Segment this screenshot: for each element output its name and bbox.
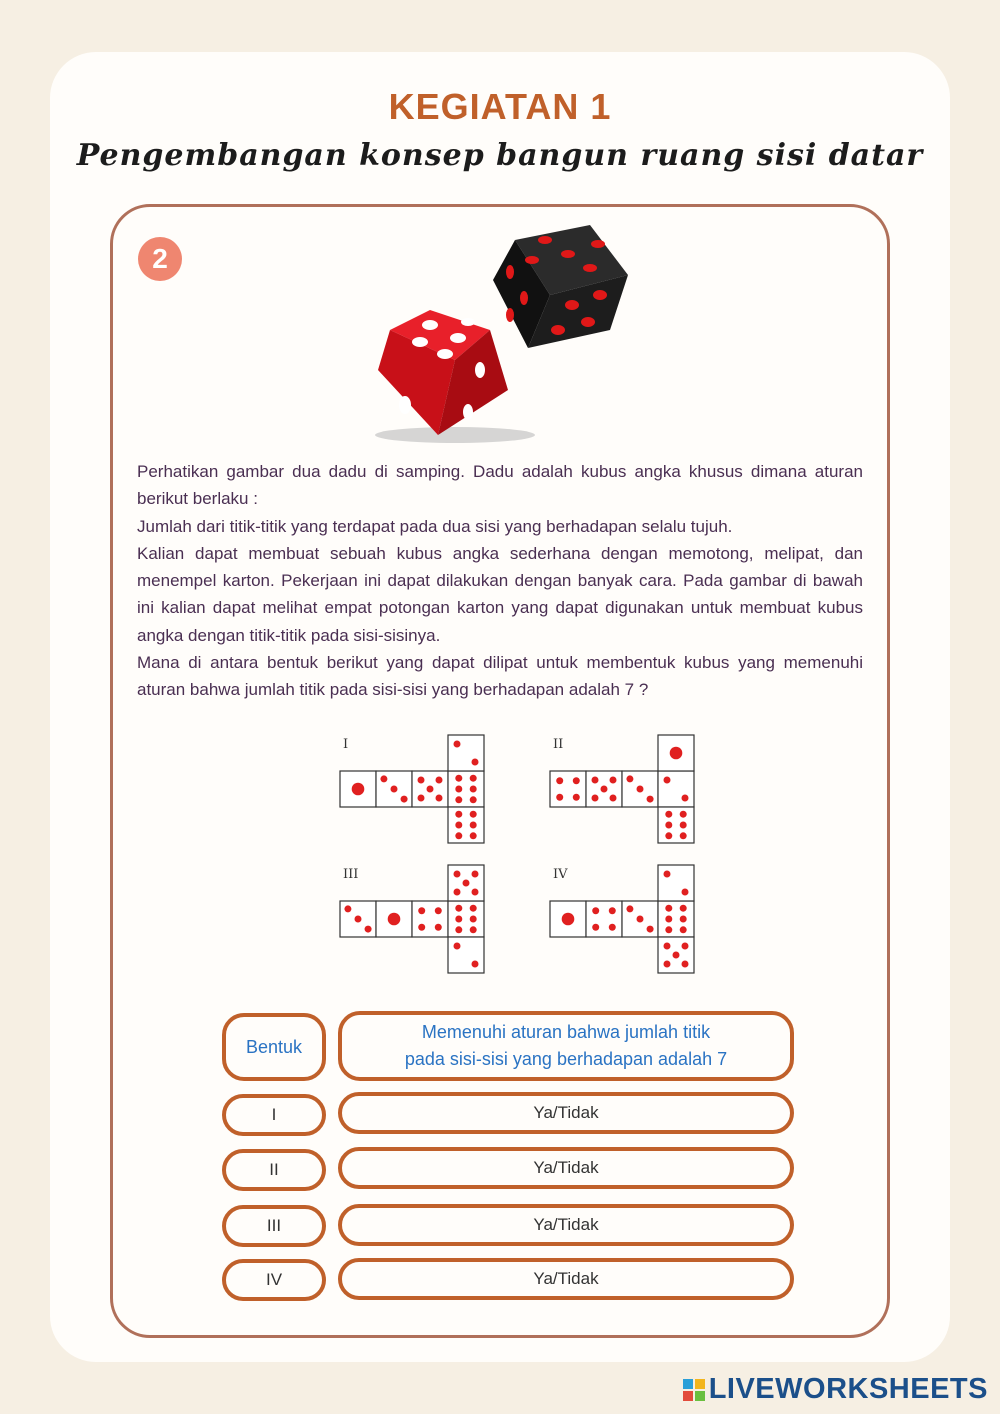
pip <box>556 794 563 801</box>
pip <box>592 795 599 802</box>
pip <box>455 811 462 818</box>
pip <box>610 777 617 784</box>
die-face-6 <box>448 901 484 937</box>
pip <box>637 916 644 923</box>
die-face-2 <box>448 735 484 771</box>
die-face-3 <box>376 771 412 807</box>
pip <box>388 913 401 926</box>
pip <box>454 889 461 896</box>
pip <box>427 786 434 793</box>
net-label: III <box>343 867 359 882</box>
table-row-shape <box>222 1094 326 1136</box>
pip <box>592 777 599 784</box>
pip <box>470 916 477 923</box>
instructions-paragraph: Mana di antara bentuk berikut yang dapat dilipat untuk membentuk kubus yang memenuhi aturan bahwa jumlah titik pada sisi-sisi yang berhadapan adalah 7 ? <box>137 653 863 700</box>
pip <box>680 926 687 933</box>
pip <box>418 924 425 931</box>
pip <box>670 747 683 760</box>
pip <box>665 905 672 912</box>
pip <box>562 913 575 926</box>
table-header-shape <box>222 1013 326 1081</box>
dice-shadow <box>375 427 535 443</box>
pip <box>626 775 633 782</box>
shape-label: II <box>269 1160 279 1179</box>
pip <box>463 880 470 887</box>
pip <box>470 796 477 803</box>
pip <box>470 786 477 793</box>
pip <box>673 952 680 959</box>
pip <box>664 777 671 784</box>
pip <box>682 889 689 896</box>
pip <box>470 775 477 782</box>
die-face-1 <box>340 771 376 807</box>
brand-logo <box>683 1373 988 1406</box>
pip <box>665 811 672 818</box>
shape-label: IV <box>265 1270 283 1289</box>
table-row-shape <box>222 1149 326 1191</box>
die-face-4 <box>586 901 622 937</box>
die-face-6 <box>448 771 484 807</box>
pip <box>680 811 687 818</box>
table-header-rule <box>338 1011 794 1081</box>
pip <box>455 905 462 912</box>
pip <box>573 777 580 784</box>
table-row-shape <box>222 1259 326 1301</box>
answer-placeholder: Ya/Tidak <box>533 1269 599 1288</box>
pip <box>455 822 462 829</box>
instructions-text <box>137 458 863 704</box>
die-face-5 <box>412 771 448 807</box>
die-face-6 <box>658 807 694 843</box>
pip <box>454 741 461 748</box>
pip <box>665 926 672 933</box>
instructions-paragraph: Perhatikan gambar dua dadu di samping. Dadu adalah kubus angka khusus dimana aturan berikut berlaku : <box>137 462 863 509</box>
net-label: I <box>343 737 349 752</box>
pip <box>472 759 479 766</box>
pip <box>470 822 477 829</box>
die-face-2 <box>658 865 694 901</box>
pip <box>455 796 462 803</box>
die-face-3 <box>340 901 376 937</box>
pip <box>472 961 479 968</box>
pip <box>380 775 387 782</box>
pip <box>601 786 608 793</box>
pip <box>664 871 671 878</box>
die-face-5 <box>586 771 622 807</box>
pip <box>626 905 633 912</box>
pip <box>455 926 462 933</box>
pip <box>401 796 408 803</box>
answer-field[interactable] <box>338 1204 794 1246</box>
pip <box>680 822 687 829</box>
pip <box>665 832 672 839</box>
die-face-2 <box>448 937 484 973</box>
answer-placeholder: Ya/Tidak <box>533 1158 599 1177</box>
pip <box>472 889 479 896</box>
pip <box>680 832 687 839</box>
answer-field[interactable] <box>338 1258 794 1300</box>
pip <box>664 961 671 968</box>
red-die-icon <box>378 310 508 435</box>
pip <box>344 905 351 912</box>
pip <box>609 924 616 931</box>
pip <box>682 943 689 950</box>
pip <box>435 924 442 931</box>
pip <box>680 916 687 923</box>
pip <box>470 926 477 933</box>
pip <box>418 907 425 914</box>
pip <box>647 926 654 933</box>
pip <box>665 916 672 923</box>
die-face-4 <box>412 901 448 937</box>
pip <box>556 777 563 784</box>
instructions-paragraph: Jumlah dari titik-titik yang terdapat pada dua sisi yang berhadapan selalu tujuh. <box>137 516 733 536</box>
pip <box>665 822 672 829</box>
pip <box>682 961 689 968</box>
die-face-5 <box>448 865 484 901</box>
net-label: II <box>553 737 564 752</box>
pip <box>470 811 477 818</box>
net-label: IV <box>553 867 568 882</box>
die-face-6 <box>658 901 694 937</box>
answer-placeholder: Ya/Tidak <box>533 1103 599 1122</box>
pip <box>454 943 461 950</box>
pip <box>365 926 372 933</box>
pip <box>470 832 477 839</box>
pip <box>418 795 425 802</box>
pip <box>592 907 599 914</box>
cube-nets-figure <box>330 725 710 985</box>
pip <box>455 832 462 839</box>
die-face-4 <box>550 771 586 807</box>
pip <box>680 905 687 912</box>
pip <box>610 795 617 802</box>
pip <box>435 907 442 914</box>
die-face-3 <box>622 901 658 937</box>
die-face-6 <box>448 807 484 843</box>
pip <box>573 794 580 801</box>
die-face-1 <box>550 901 586 937</box>
shape-label: I <box>271 1105 277 1124</box>
pip <box>592 924 599 931</box>
pip <box>454 871 461 878</box>
pip <box>609 907 616 914</box>
pip <box>455 775 462 782</box>
page-subtitle: Pengembangan konsep bangun ruang sisi datar <box>76 138 924 173</box>
table-header-rule-line1: Memenuhi aturan bahwa jumlah titik <box>421 1022 711 1042</box>
answer-field[interactable] <box>338 1092 794 1134</box>
die-face-5 <box>658 937 694 973</box>
answer-placeholder: Ya/Tidak <box>533 1215 599 1234</box>
answer-field[interactable] <box>338 1147 794 1189</box>
table-header-rule-line2: pada sisi-sisi yang berhadapan adalah 7 <box>404 1049 728 1069</box>
die-face-1 <box>376 901 412 937</box>
pip <box>470 905 477 912</box>
instructions-paragraph: Kalian dapat membuat sebuah kubus angka sederhana dengan memotong, melipat, dan menempel karton. Pekerjaan ini dapat dilakukan dengan banyak cara. Pada gambar di bawah ini kalian dapat melihat empat potongan karton yang dapat digunakan untuk membuat kubus angka dengan titik-titik pada sisi-sisinya. <box>137 543 863 645</box>
pip <box>637 786 644 793</box>
shape-label: III <box>266 1216 282 1235</box>
pip <box>391 786 398 793</box>
brand-name: LIVEWORKSHEETS <box>708 1373 988 1405</box>
pip <box>455 786 462 793</box>
die-face-1 <box>658 735 694 771</box>
black-die-icon <box>493 225 628 348</box>
die-face-2 <box>658 771 694 807</box>
pip <box>418 777 425 784</box>
question-number-badge: 2 <box>138 237 182 281</box>
table-header-shape-label: Bentuk <box>245 1036 303 1057</box>
pip <box>355 916 362 923</box>
dice-illustration <box>360 220 650 450</box>
pip <box>352 783 365 796</box>
page-title: KEGIATAN 1 <box>388 86 612 127</box>
pip <box>455 916 462 923</box>
pip <box>472 871 479 878</box>
pip <box>647 796 654 803</box>
pip <box>436 795 443 802</box>
brand-grid-icon <box>683 1379 705 1401</box>
pip <box>682 795 689 802</box>
die-face-3 <box>622 771 658 807</box>
pip <box>436 777 443 784</box>
table-row-shape <box>222 1205 326 1247</box>
pip <box>664 943 671 950</box>
